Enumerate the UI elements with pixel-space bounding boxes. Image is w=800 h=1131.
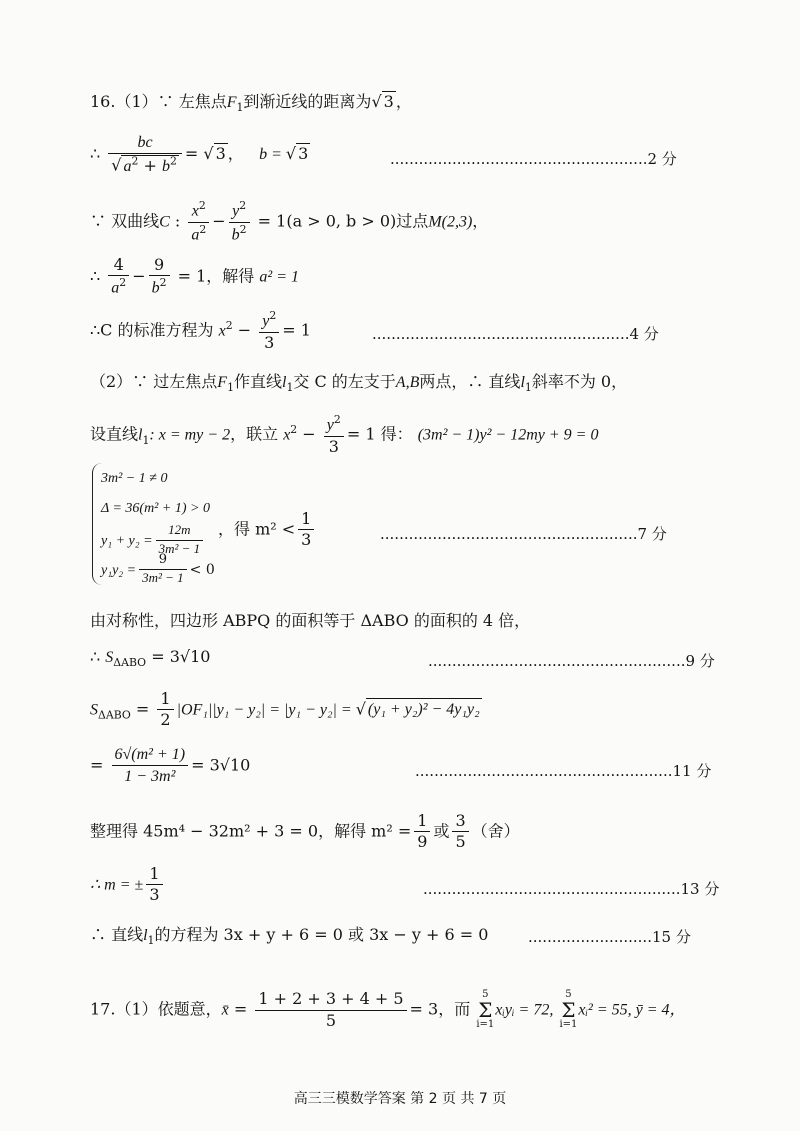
eq11-num: 6√(m² + 1)	[114, 746, 186, 763]
radicand: (y₁ + y₂)² − 4y₁y₂	[367, 701, 480, 719]
final-line: ∴ 直线$l_1$的方程为 3x + y + 6 = 0 或 3x − y + 6 = 0	[90, 925, 489, 948]
score-label: 15 分	[651, 928, 691, 946]
dot-leader: ......................................................	[428, 652, 686, 670]
score-label: 4 分	[629, 325, 659, 343]
row3-den: 3m² − 1	[158, 540, 201, 556]
score-4	[372, 323, 659, 344]
page-footer: 高三三模数学答案 第 2 页 共 7 页	[293, 1091, 507, 1107]
point-m: M(2,3)	[428, 213, 473, 231]
score-7	[380, 523, 667, 544]
system-row1: 3m² − 1 ≠ 0	[101, 471, 168, 486]
q16-line5: ∴C 的标准方程为 $x^2$ − $\frac{y^2}{3}$ = 1	[90, 309, 311, 352]
q16-line1: 16.（1）∵ 左焦点$F_1$到渐近线的距离为√ 3 ，	[90, 92, 412, 115]
symmetry-line	[90, 611, 530, 630]
part2-mid: 作直线	[233, 372, 282, 391]
equation-system	[92, 463, 215, 585]
part2-tail: 斜率不为 0，	[531, 372, 628, 391]
m-value-line: ∴ m = ± $\frac{1}{3}$	[90, 865, 166, 905]
because-text: ∵ 双曲线	[90, 211, 160, 231]
area-expression: $S_{\Delta ABO}$ = $\frac{1}{2}$ |OF₁||y₁ − y₂| = |y₁ − y₂| = √ (y₁ + y₂)² − 4y₁y₂	[90, 689, 480, 730]
q16-line1-mid: 到渐近线的距离为	[243, 92, 372, 111]
quadratic-equation: (3m² − 1)y² − 12my + 9 = 0	[417, 426, 599, 444]
score-11	[415, 760, 711, 781]
score-13	[423, 878, 719, 899]
hyperbola-condition: = 1(a > 0, b > 0)	[252, 211, 397, 231]
combine-text: ，联立	[230, 424, 279, 444]
score-label: 9 分	[685, 652, 715, 670]
therefore-symbol: ∴	[90, 144, 101, 164]
sum-xy: xᵢyᵢ = 72,	[495, 1001, 554, 1019]
line-equation: : x = my − 2	[149, 426, 231, 444]
sum-symbol: 5 Σ i=1	[559, 989, 578, 1030]
reject-text: （舍）	[471, 821, 520, 841]
standard-eq-text: ∴C 的标准方程为	[90, 320, 214, 340]
eq-11: = $\frac{\text{6√(m² + 1)}}{\text{1 − 3m²}}$ = 3√10	[90, 746, 251, 786]
area-value: = 3√10	[151, 647, 211, 666]
score-label: 11 分	[672, 762, 712, 780]
therefore-symbol: ∴	[90, 647, 101, 666]
solve-lead: 整理得 45m⁴ − 32m² + 3 = 0，解得 m² =	[90, 821, 412, 841]
points-ab: A,B	[395, 374, 420, 391]
or-text: 或	[433, 821, 450, 841]
mean-text: = 3，而	[409, 999, 471, 1019]
sum-symbol: 5 Σ i=1	[476, 989, 495, 1030]
row4-den: 3m² − 1	[142, 569, 184, 585]
row3-num: 12m	[168, 522, 191, 537]
system-conclusion: ，得 m² < $\frac{1}{3}$	[218, 510, 317, 550]
sum-x2: xᵢ² = 55, ȳ = 4，	[578, 1001, 686, 1019]
dot-leader: ......................................................	[423, 880, 681, 898]
q17-line1: 17.（1）依题意，x̄ = $\frac{1 + 2 + 3 + 4 + 5}{5}$ = 3，而 5 Σ i=1xᵢyᵢ = 72, 5 Σ i=1xᵢ² = 55, ȳ = 4，	[90, 989, 686, 1030]
therefore-symbol: ∴	[90, 266, 101, 286]
a-squared: a² = 1	[259, 268, 299, 286]
area-expr-part1: |OF₁||y₁ − y₂| = |y₁ − y₂| =	[176, 701, 356, 719]
row4-num: 9	[139, 553, 187, 570]
system-row4-lhs: y₁y₂ =	[101, 562, 137, 578]
score-label: 7 分	[637, 525, 667, 543]
q16-part2-line2: 设直线$l_1$: x = my − 2，联立 $x^2$ − $\frac{y^2}{3}$ = 1 得： (3m² − 1)y² − 12my + 9 = 0	[90, 413, 599, 456]
part2-lead: （2）∵ 过左焦点	[90, 372, 218, 391]
system-row2: Δ = 36(m² + 1) > 0	[101, 501, 210, 516]
part2-mid3: 两点，∴ 直线	[419, 372, 521, 391]
row4-tail: < 0	[189, 561, 215, 578]
area-line: ∴ $S_{\Delta ABO} = 3√10$	[90, 647, 211, 670]
dot-leader: ......................................................	[380, 525, 638, 543]
score-9	[428, 650, 715, 671]
system-row3-lhs: y₁ + y₂ =	[101, 533, 153, 549]
score-2	[390, 148, 677, 169]
eq11-rhs: = 3√10	[191, 755, 251, 775]
score-label: 13 分	[680, 880, 720, 898]
dot-leader: ......................................................	[372, 325, 630, 343]
score-15	[528, 926, 691, 947]
line-text: ∴ 直线	[90, 925, 144, 944]
m-value: ∴ m = ±	[90, 876, 144, 894]
pass-text: 过点	[396, 211, 429, 231]
q16-part2-line1: （2）∵ 过左焦点$F_1$作直线$l_1$交 C 的左支于A,B两点，∴ 直线$l_1$斜率不为 0，	[90, 372, 628, 395]
part2-mid2: 交 C 的左支于	[293, 372, 396, 391]
q16-line2: ∴ $\frac{bc}{√ a^2 + b^2}$ = √ 3 ， b = √ 3	[90, 134, 309, 175]
line-equations: 的方程为 3x + y + 6 = 0 或 3x − y + 6 = 0	[154, 925, 489, 944]
solve-line: 整理得 45m⁴ − 32m² + 3 = 0，解得 m² = $\frac{1}{9}$ 或 $\frac{3}{5}$ （舍）	[90, 811, 520, 852]
symmetry-text: 由对称性，四边形 ABPQ 的面积等于 ΔABO 的面积的 4 倍，	[90, 611, 531, 630]
eq11-den: 1 − 3m²	[124, 768, 176, 786]
comma: ，	[227, 144, 244, 164]
solve-text: = 1，解得	[172, 266, 260, 286]
get-text: = 1 得：	[346, 424, 413, 444]
dot-leader: ......................................................	[390, 150, 648, 168]
dot-leader: ..........................	[528, 928, 652, 946]
score-label: 2 分	[647, 150, 677, 168]
q16-line3: ∵ 双曲线C : $\frac{x^2}{a^2}$ − $\frac{y^2}{b^2}$ = 1(a > 0, b > 0)过点M(2,3)，	[90, 199, 489, 244]
q16-part1-lead: 16.（1）∵ 左焦点	[90, 92, 227, 111]
q17-lead: 17.（1）依题意，	[90, 999, 222, 1019]
q16-line4: ∴ $\frac{4}{a^2}$ − $\frac{9}{b^2}$ = 1，解得 a² = 1	[90, 255, 299, 297]
set-line-text: 设直线	[90, 424, 139, 444]
b-equation: b =	[259, 146, 286, 164]
fraction-bc: $\frac{bc}{√ a^2 + b^2}$	[108, 133, 182, 176]
comma: ，	[472, 211, 489, 231]
dot-leader: ......................................................	[415, 762, 673, 780]
xbar-num: 1 + 2 + 3 + 4 + 5	[255, 990, 406, 1010]
m-squared-less: ，得 m² <	[218, 519, 296, 539]
xbar-den: 5	[325, 1010, 337, 1030]
q16-line1-tail: ，	[395, 92, 412, 111]
